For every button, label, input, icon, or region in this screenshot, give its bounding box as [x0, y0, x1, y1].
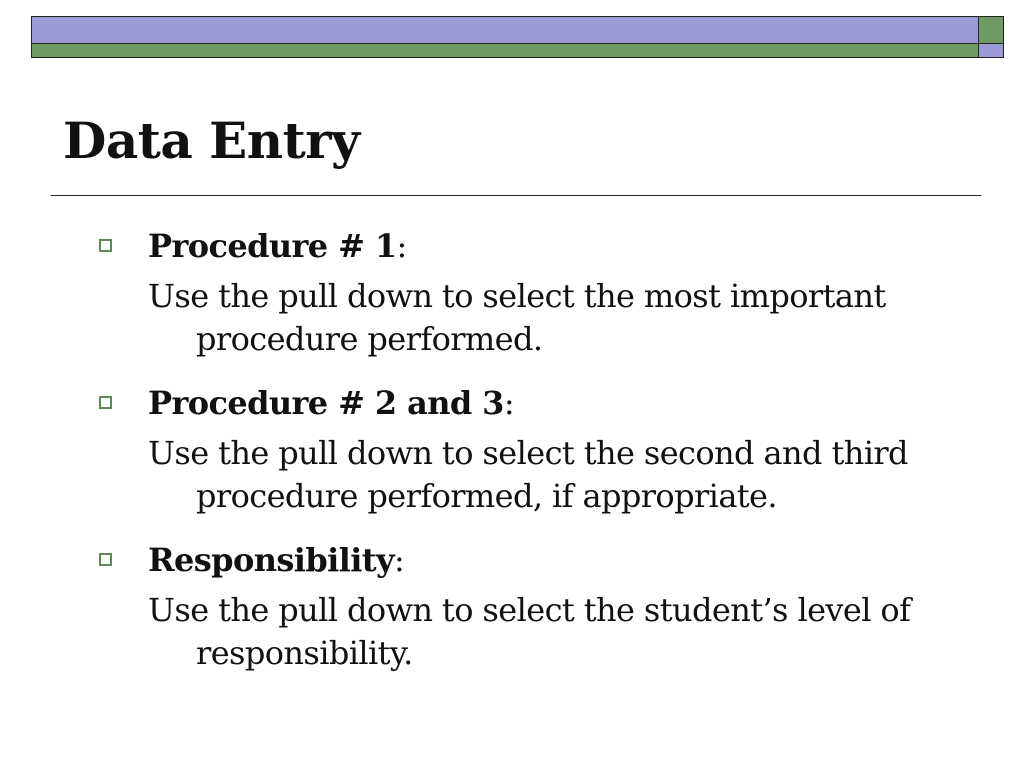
- item-heading: [148, 381, 976, 425]
- square-bullet-icon: [99, 553, 112, 566]
- banner-green-block: [978, 16, 1004, 44]
- item-heading-suffix: :: [503, 384, 515, 422]
- slide-title: Data Entry: [63, 111, 360, 170]
- item-heading-text: Responsibility: [148, 541, 394, 579]
- item-heading: [148, 224, 976, 268]
- item-description: Use the pull down to select the student’s level of responsibility.: [148, 591, 911, 672]
- square-bullet-icon: [99, 396, 112, 409]
- list-item: [96, 224, 976, 361]
- banner-purple-block: [978, 43, 1004, 58]
- list-item: [96, 538, 976, 675]
- list-item: [96, 381, 976, 518]
- item-heading-suffix: :: [393, 541, 405, 579]
- header-banner: [31, 16, 1004, 58]
- square-bullet-icon: [99, 239, 112, 252]
- item-heading: [148, 538, 976, 582]
- title-divider: [51, 195, 981, 196]
- item-description: Use the pull down to select the most important procedure performed.: [148, 277, 886, 358]
- banner-purple-bar: [31, 16, 979, 44]
- item-heading-suffix: :: [396, 227, 407, 265]
- item-description: Use the pull down to select the second and third procedure performed, if appropriate.: [148, 434, 908, 515]
- banner-green-bar: [31, 43, 979, 58]
- item-heading-text: Procedure # 2 and 3: [148, 384, 504, 422]
- bullet-list: [96, 224, 976, 695]
- item-heading-text: Procedure # 1: [148, 227, 397, 265]
